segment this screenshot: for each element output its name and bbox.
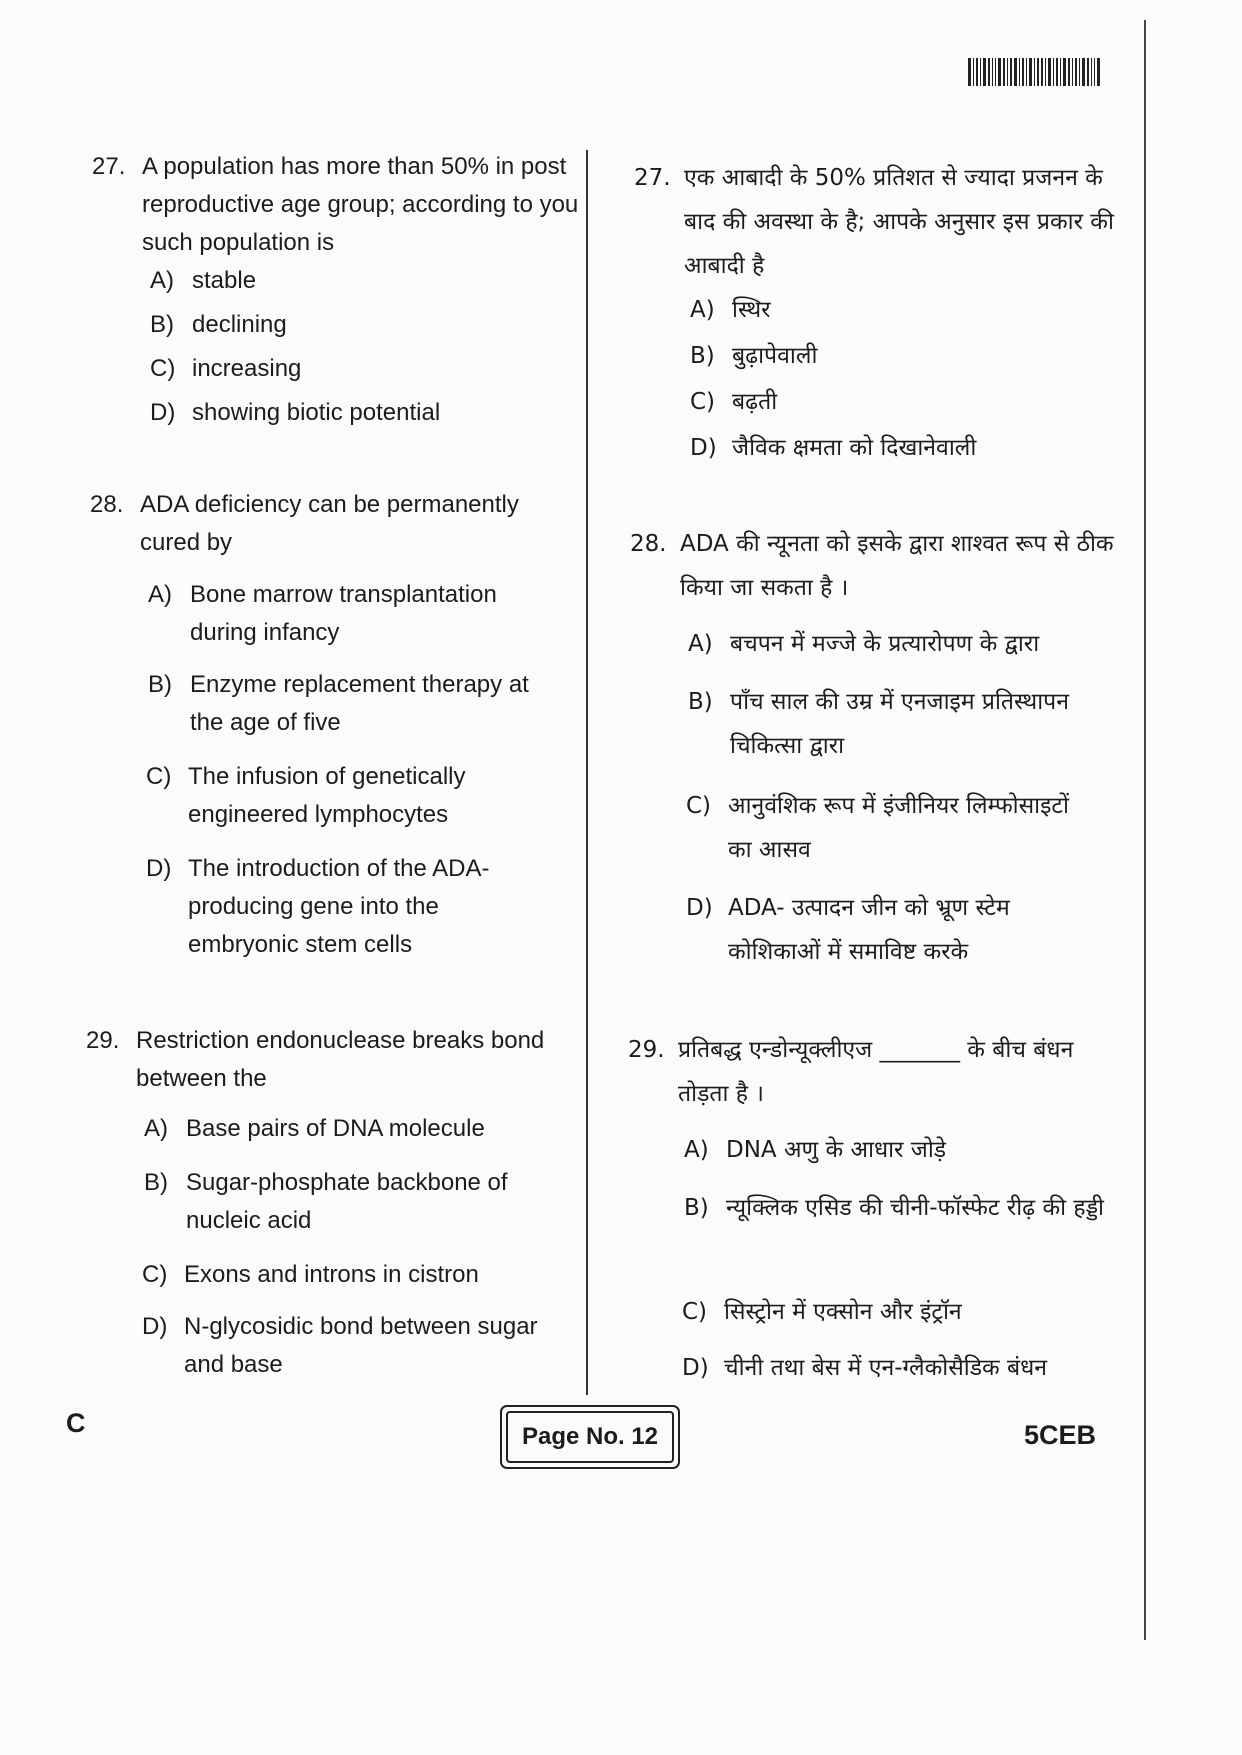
option-text: The infusion of genetically engineered lymphocytes bbox=[188, 763, 466, 828]
option-text: showing biotic potential bbox=[192, 399, 441, 426]
option-letter: B) bbox=[684, 1195, 709, 1221]
option-letter: A) bbox=[148, 581, 172, 608]
option-letter: B) bbox=[148, 671, 172, 698]
page-number-box bbox=[500, 1405, 680, 1469]
option-letter: D) bbox=[150, 399, 176, 426]
option-text: आनुवंशिक रूप में इंजीनियर लिम्फोसाइटों का आसव bbox=[728, 793, 1069, 863]
option-text: Sugar-phosphate backbone of nucleic acid bbox=[186, 1169, 508, 1234]
question-number: 29. bbox=[628, 1037, 665, 1063]
question-text: ADA deficiency can be permanently cured by bbox=[140, 491, 519, 556]
option-text: N-glycosidic bond between sugar and base bbox=[184, 1313, 538, 1378]
option-text: बढ़ती bbox=[732, 389, 778, 415]
option-letter: A) bbox=[690, 297, 715, 323]
question-text: एक आबादी के 50% प्रतिशत से ज्यादा प्रजनन के बाद की अवस्था के है; आपके अनुसार इस प्रकार की आबादी है bbox=[684, 165, 1114, 279]
margin-rule bbox=[1144, 20, 1146, 1640]
option-letter: C) bbox=[150, 355, 176, 382]
option-text: चीनी तथा बेस में एन-ग्लैकोसैडिक बंधन bbox=[724, 1355, 1048, 1381]
paper-code: 5CEB bbox=[1024, 1420, 1097, 1450]
question-number: 28. bbox=[630, 531, 667, 557]
option-letter: C) bbox=[690, 389, 716, 415]
option-letter: D) bbox=[682, 1355, 709, 1381]
option-text: जैविक क्षमता को दिखानेवाली bbox=[732, 435, 977, 461]
option-text: स्थिर bbox=[732, 297, 771, 323]
option-text: Bone marrow transplantation during infancy bbox=[190, 581, 497, 646]
option-letter: B) bbox=[690, 343, 715, 369]
option-text: पाँच साल की उम्र में एनजाइम प्रतिस्थापन चिकित्सा द्वारा bbox=[730, 689, 1070, 759]
option-letter: D) bbox=[142, 1313, 168, 1340]
option-text: Exons and introns in cistron bbox=[184, 1261, 479, 1288]
question-text: प्रतिबद्ध एन्डोन्यूक्लीएज _______ के बीच बंधन तोड़ता है । bbox=[678, 1037, 1074, 1107]
option-text: सिस्ट्रोन में एक्सोन और इंट्रॉन bbox=[724, 1299, 962, 1325]
option-text: increasing bbox=[192, 355, 302, 382]
option-letter: C) bbox=[686, 793, 712, 819]
option-text: Base pairs of DNA molecule bbox=[186, 1115, 485, 1142]
option-letter: A) bbox=[144, 1115, 168, 1142]
option-letter: C) bbox=[142, 1261, 168, 1288]
option-letter: D) bbox=[686, 895, 713, 921]
option-text: stable bbox=[192, 267, 257, 294]
option-letter: C) bbox=[146, 763, 172, 790]
question-number: 27. bbox=[634, 165, 671, 191]
column-divider bbox=[586, 150, 588, 1395]
english-column bbox=[84, 0, 584, 1400]
option-letter: A) bbox=[688, 631, 713, 657]
hindi-column bbox=[628, 0, 1128, 1400]
option-letter: B) bbox=[150, 311, 174, 338]
question-text: A population has more than 50% in post reproductive age group; according to you such population is bbox=[142, 153, 579, 256]
option-letter: D) bbox=[690, 435, 717, 461]
option-letter: C) bbox=[682, 1299, 708, 1325]
option-text: ADA- उत्पादन जीन को भ्रूण स्टेम कोशिकाओं में समाविष्ट करके bbox=[728, 895, 1010, 965]
option-letter: B) bbox=[144, 1169, 168, 1196]
booklet-series: C bbox=[66, 1408, 86, 1438]
option-text: declining bbox=[192, 311, 287, 338]
option-text: The introduction of the ADA-producing gene into the embryonic stem cells bbox=[188, 855, 490, 958]
option-text: DNA अणु के आधार जोड़े bbox=[726, 1137, 947, 1163]
option-letter: D) bbox=[146, 855, 172, 882]
option-letter: A) bbox=[150, 267, 174, 294]
option-text: Enzyme replacement therapy at the age of five bbox=[190, 671, 529, 736]
question-number: 27. bbox=[92, 153, 126, 180]
option-text: न्यूक्लिक एसिड की चीनी-फॉस्फेट रीढ़ की हड्डी bbox=[726, 1195, 1105, 1221]
question-text: ADA की न्यूनता को इसके द्वारा शाश्वत रूप से ठीक किया जा सकता है । bbox=[680, 531, 1114, 601]
page-number: Page No. 12 bbox=[506, 1411, 674, 1463]
option-letter: B) bbox=[688, 689, 713, 715]
option-letter: A) bbox=[684, 1137, 709, 1163]
question-number: 28. bbox=[90, 491, 124, 518]
option-text: बचपन में मज्जे के प्रत्यारोपण के द्वारा bbox=[730, 631, 1040, 657]
question-number: 29. bbox=[86, 1027, 120, 1054]
option-text: बुढ़ापेवाली bbox=[732, 343, 818, 369]
question-text: Restriction endonuclease breaks bond between the bbox=[136, 1027, 545, 1092]
